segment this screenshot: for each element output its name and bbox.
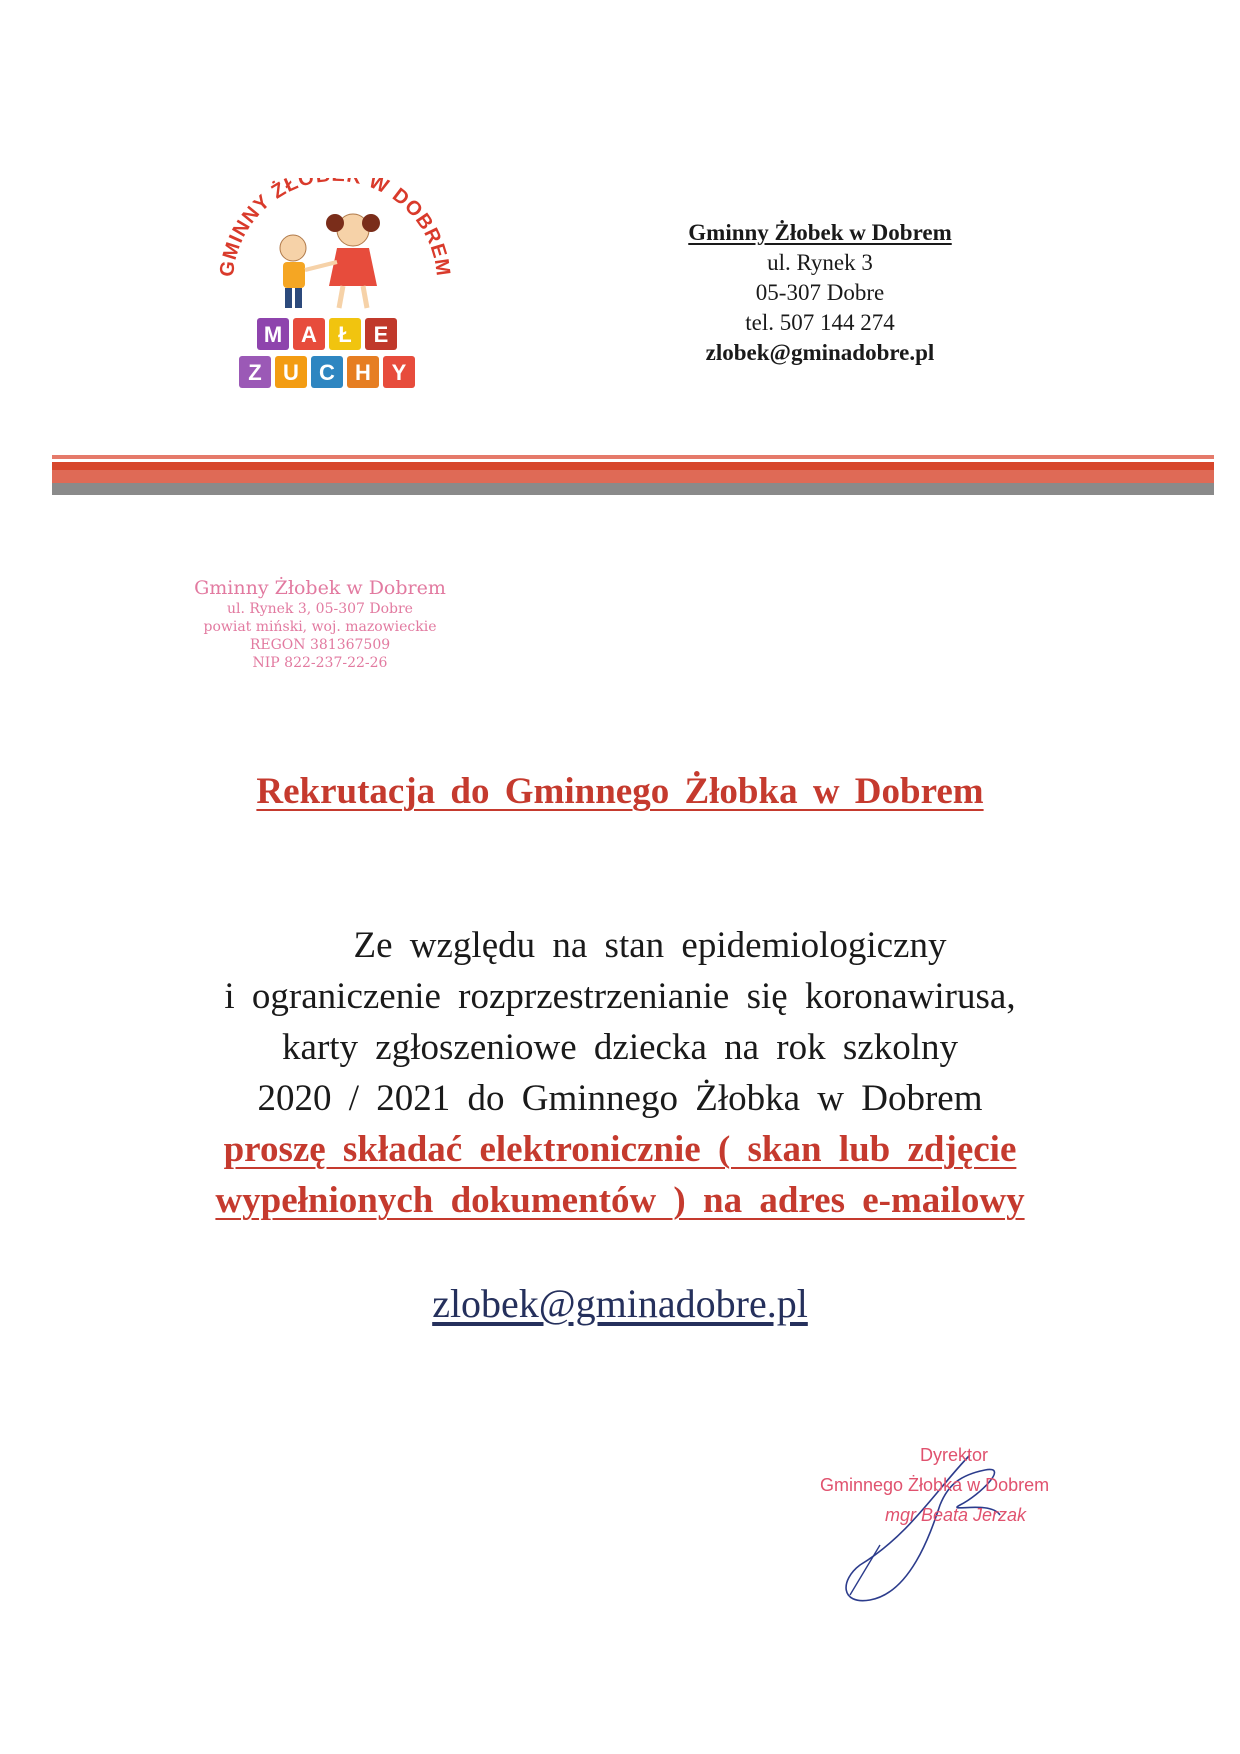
handwritten-signature [820,1445,1120,1615]
logo-block-letter: U [283,360,299,385]
girl-figure [305,214,380,308]
postal-city: 05-307 Dobre [755,280,885,305]
stamp-name: Gminny Żłobek w Dobrem [194,577,446,599]
body-line-4: 2020 / 2021 do Gminnego Żłobka w Dobrem [257,1078,983,1119]
decorative-band [52,455,1214,495]
nursery-logo [215,178,455,403]
body-line-5: proszę składać elektronicznie ( skan lub zdjęcie [223,1129,1017,1170]
contact-email-link[interactable]: zlobek@gminadobre.pl [432,1281,808,1326]
logo-block-letter: Ł [338,322,352,347]
stamp-address: ul. Rynek 3, 05-307 Dobre [227,601,413,617]
header-address-block [600,218,1040,368]
logo-block-letter: A [301,322,317,347]
stamp-regon: REGON 381367509 [249,637,391,653]
logo-block-letter: E [373,322,389,347]
signature-person: mgr Beata Jerzak [885,1505,1027,1525]
body-line-3: karty zgłoszeniowe dziecka na rok szkolny [282,1027,958,1068]
boy-figure [280,235,306,308]
signature-institution: Gminnego Żłobka w Dobrem [820,1475,1050,1495]
stamp-county: powiat miński, woj. mazowieckie [203,619,437,635]
body-line-2: i ograniczenie rozprzestrzenianie się koronawirusa, [224,976,1016,1017]
logo-block-letter: M [263,322,283,347]
logo-block-letter: Z [248,360,262,385]
signature-role: Dyrektor [920,1445,989,1465]
logo-arc-text: GMINNY ŻŁO W DOBREM [215,178,455,279]
phone-number: tel. 507 144 274 [745,310,895,335]
logo-block-letter: Y [391,360,407,385]
director-signature-stamp [820,1445,1120,1615]
body-line-1: Ze względu na stan epidemiologiczny [353,925,947,966]
header-email: zlobek@gminadobre.pl [705,340,935,365]
contact-email[interactable] [300,1280,940,1327]
title-text: Rekrutacja do Gminnego Żłobka w Dobrem [256,771,984,812]
nursery-logo-graphic [215,178,455,403]
org-name: Gminny Żłobek w Dobrem [688,220,952,245]
body-line-6: wypełnionych dokumentów ) na adres e-mailowy [215,1180,1025,1221]
institution-stamp [175,576,465,672]
page-title [100,770,1140,813]
announcement-body [130,920,1110,1226]
street-address: ul. Rynek 3 [767,250,873,275]
logo-block-letter: H [355,360,371,385]
stamp-nip: NIP 822-237-22-26 [252,655,388,671]
logo-block-letter: C [319,360,335,385]
